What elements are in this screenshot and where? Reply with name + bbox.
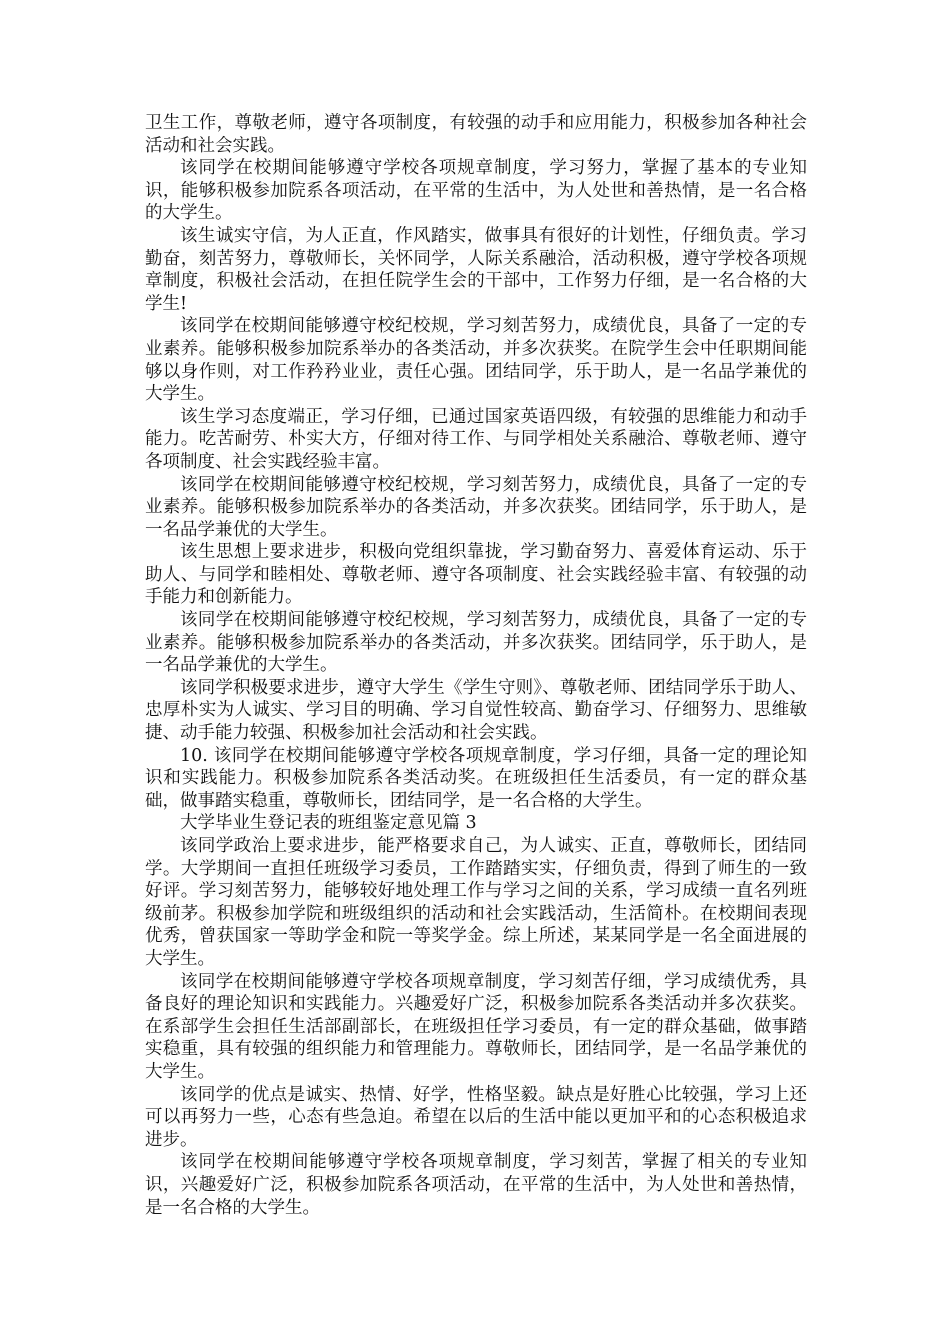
paragraph-1: 卫生工作，尊敬老师，遵守各项制度，有较强的动手和应用能力，积极参加各种社会活动和社会实践。: [145, 113, 807, 156]
paragraph-15: 该同学在校期间能够遵守学校各项规章制度，学习刻苦，掌握了相关的专业知识，兴趣爱好广泛，积极参加院系各项活动，在平常的生活中，为人处世和善热情，是一名合格的大学生。: [145, 1152, 807, 1218]
paragraph-12: 该同学政治上要求进步，能严格要求自己，为人诚实、正直，尊敬师长，团结同学。大学期间一直担任班级学习委员，工作踏踏实实，仔细负责，得到了师生的一致好评。学习刻苦努力，能够较好地处理工作与学习之间的关系，学习成绩一直名列班级前茅。积极参加学院和班级组织的活动和社会实践活动，生活简朴。在校期间表现优秀，曾获国家一等助学金和院一等奖学金。综上所述，某某同学是一名全面进展的大学生。: [145, 836, 807, 969]
paragraph-5: 该生学习态度端正，学习仔细，已通过国家英语四级，有较强的思维能力和动手能力。吃苦耐劳、朴实大方，仔细对待工作、与同学相处关系融洽、尊敬老师、遵守各项制度、社会实践经验丰富。: [145, 406, 807, 472]
paragraph-13: 该同学在校期间能够遵守学校各项规章制度，学习刻苦仔细，学习成绩优秀，具备良好的理论知识和实践能力。兴趣爱好广泛，积极参加院系各类活动并多次获奖。在系部学生会担任生活部副部长，在班级担任学习委员，有一定的群众基础，做事踏实稳重，具有较强的组织能力和管理能力。尊敬师长，团结同学，是一名品学兼优的大学生。: [145, 971, 807, 1082]
paragraph-6: 该同学在校期间能够遵守校纪校规，学习刻苦努力，成绩优良，具备了一定的专业素养。能够积极参加院系举办的各类活动，并多次获奖。团结同学，乐于助人，是一名品学兼优的大学生。: [145, 474, 807, 540]
section-heading: 大学毕业生登记表的班组鉴定意见篇 3: [180, 813, 477, 834]
paragraph-10: 10. 该同学在校期间能够遵守学校各项规章制度，学习仔细，具备一定的理论知识和实践能力。积极参加院系各类活动奖。在班级担任生活委员，有一定的群众基础，做事踏实稳重，尊敬师长，团结同学，是一名合格的大学生。: [145, 745, 807, 811]
paragraph-8: 该同学在校期间能够遵守校纪校规，学习刻苦努力，成绩优良，具备了一定的专业素养。能够积极参加院系举办的各类活动，并多次获奖。团结同学，乐于助人，是一名品学兼优的大学生。: [145, 610, 807, 676]
paragraph-14: 该同学的优点是诚实、热情、好学，性格坚毅。缺点是好胜心比较强，学习上还可以再努力一些，心态有些急迫。希望在以后的生活中能以更加平和的心态积极追求进步。: [145, 1084, 807, 1150]
paragraph-7: 该生思想上要求进步，积极向党组织靠拢，学习勤奋努力、喜爱体育运动、乐于助人、与同学和睦相处、尊敬老师、遵守各项制度、社会实践经验丰富、有较强的动手能力和创新能力。: [145, 542, 807, 608]
paragraph-2: 该同学在校期间能够遵守学校各项规章制度，学习努力，掌握了基本的专业知识，能够积极参加院系各项活动，在平常的生活中，为人处世和善热情，是一名合格的大学生。: [145, 158, 807, 224]
paragraph-3: 该生诚实守信，为人正直，作风踏实，做事具有很好的计划性，仔细负责。学习勤奋，刻苦努力，尊敬师长，关怀同学，人际关系融洽，活动积极，遵守学校各项规章制度，积极社会活动，在担任院学生会的干部中，工作努力仔细，是一名合格的大学生!: [145, 225, 807, 314]
paragraph-9: 该同学积极要求进步，遵守大学生《学生守则》、尊敬老师、团结同学乐于助人、忠厚朴实为人诚实、学习目的明确、学习自觉性较高、勤奋学习、仔细努力、思维敏捷、动手能力较强、积极参加社会活动和社会实践。: [145, 677, 807, 744]
document-page: [145, 112, 807, 1219]
paragraph-4: 该同学在校期间能够遵守校纪校规，学习刻苦努力，成绩优良，具备了一定的专业素养。能够积极参加院系举办的各类活动，并多次获奖。在院学生会中任职期间能够以身作则，对工作矜矜业业，责任心强。团结同学，乐于助人，是一名品学兼优的大学生。: [145, 316, 807, 405]
